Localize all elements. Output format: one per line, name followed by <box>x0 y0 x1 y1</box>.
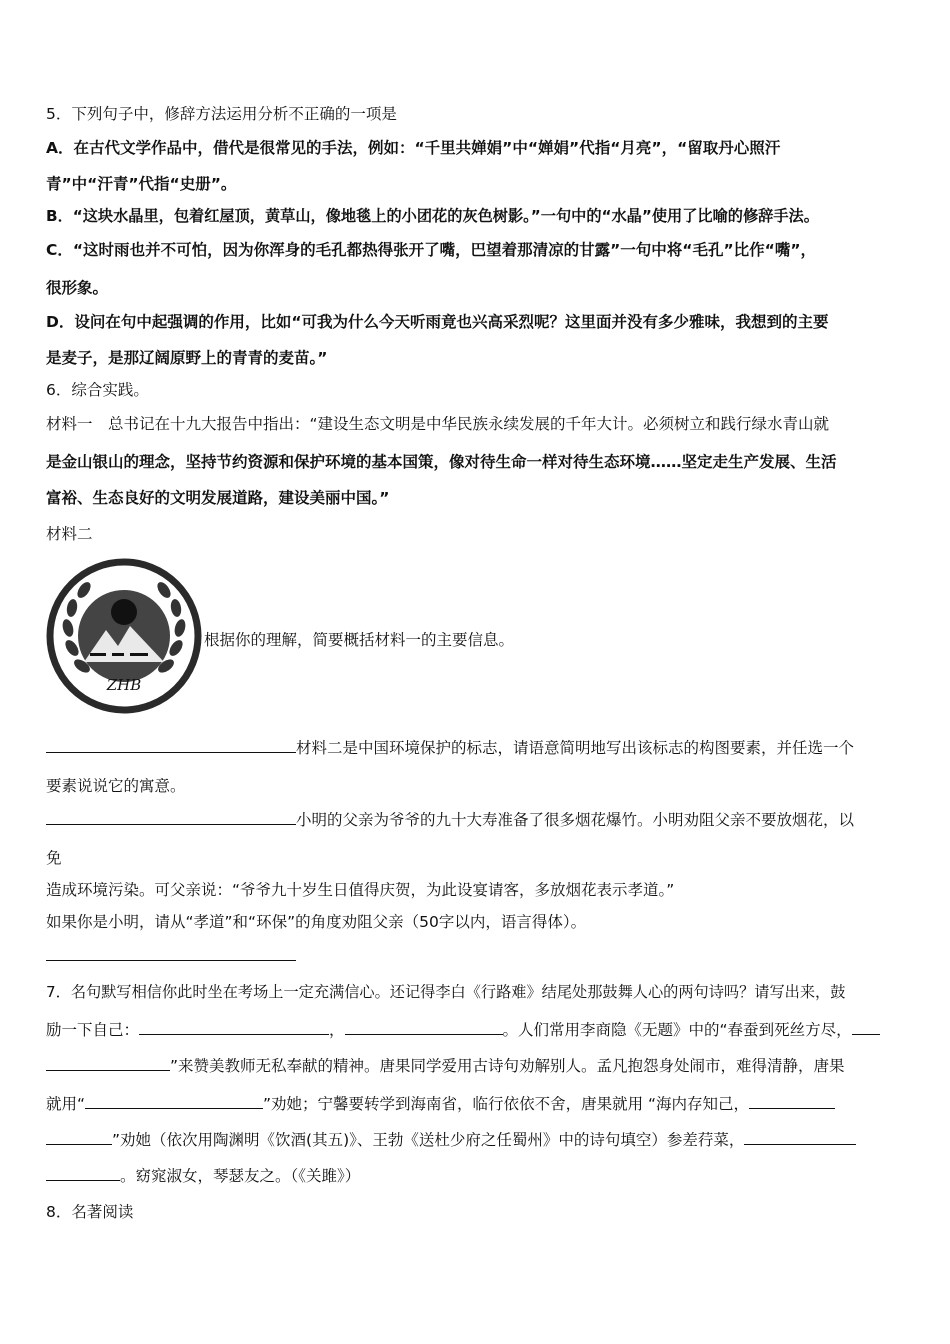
environmental-protection-logo <box>46 558 202 714</box>
answer-blank[interactable] <box>852 1020 880 1035</box>
q5-option-d-line2: 是麦子，是那辽阔原野上的青青的麦苗。” <box>46 349 328 367</box>
q6-material1-line3: 富裕、生态良好的文明发展道路，建设美丽中国。” <box>46 489 390 507</box>
logo-text: ZHB <box>106 676 142 694</box>
q6-task1: 根据你的理解，简要概括材料一的主要信息。 <box>204 631 515 649</box>
q6-task2-line1: 材料二是中国环境保护的标志，请语意简明地写出该标志的构图要素，并任选一个 <box>46 738 854 758</box>
q6-task3-line1: 小明的父亲为爷爷的九十大寿准备了很多烟花爆竹。小明劝阻父亲不要放烟花，以 <box>46 810 854 830</box>
answer-blank[interactable] <box>46 1166 120 1181</box>
q5-option-d-line1: D．设问在句中起强调的作用，比如“可我为什么今天听雨竟也兴高采烈呢？这里面并没有多少雅味，我想到的主要 <box>46 313 829 331</box>
answer-blank[interactable] <box>139 1020 329 1035</box>
q6-material1-line1: 材料一 总书记在十九大报告中指出：“建设生态文明是中华民族永续发展的千年大计。必须树立和践行绿水青山就 <box>46 415 830 433</box>
answer-blank[interactable] <box>744 1130 856 1145</box>
q6-task3-line2: 免 <box>46 849 62 867</box>
q8-stem: 8．名著阅读 <box>46 1203 134 1221</box>
q7-line5: ”劝她（依次用陶渊明《饮酒(其五)》、王勃《送杜少府之任蜀州》中的诗句填空）参差荇菜， <box>46 1130 856 1150</box>
q7-line6: 。窈窕淑女，琴瑟友之。（《关雎》） <box>46 1166 360 1186</box>
q5-option-a-line2: 青”中“汗青”代指“史册”。 <box>46 175 237 193</box>
q7-line1: 7．名句默写相信你此时坐在考场上一定充满信心。还记得李白《行路难》结尾处那鼓舞人心的两句诗吗？请写出来，鼓 <box>46 983 846 1001</box>
answer-blank[interactable] <box>345 1020 503 1035</box>
answer-blank[interactable] <box>85 1094 263 1109</box>
q5-option-a-line1: A．在古代文学作品中，借代是很常见的手法，例如：“千里共婵娟”中“婵娟”代指“月亮”，“留取丹心照汗 <box>46 139 781 157</box>
answer-blank[interactable] <box>46 1056 170 1071</box>
q6-stem: 6．综合实践。 <box>46 381 149 399</box>
q7-line4: 就用“ ”劝她；宁馨要转学到海南省，临行依依不舍，唐果就用 “海内存知己， <box>46 1094 835 1114</box>
q6-material2-label: 材料二 <box>46 525 93 543</box>
answer-blank[interactable] <box>46 1130 112 1145</box>
q7-line3: ”来赞美教师无私奉献的精神。唐果同学爱用古诗句劝解别人。孟凡抱怨身处闹市，难得清静，唐果 <box>46 1056 845 1076</box>
q5-option-c-line1: C．“这时雨也并不可怕，因为你浑身的毛孔都热得张开了嘴，巴望着那清凉的甘露”一句中将“毛孔”比作“嘴”， <box>46 241 817 259</box>
q6-task3-answer-line <box>46 946 296 966</box>
q6-material1-line2: 是金山银山的理念，坚持节约资源和保护环境的基本国策，像对待生命一样对待生态环境……坚定走生产发展、生活 <box>46 453 837 471</box>
q5-stem: 5．下列句子中，修辞方法运用分析不正确的一项是 <box>46 105 397 123</box>
q6-task2-line2: 要素说说它的寓意。 <box>46 777 186 795</box>
answer-blank[interactable] <box>46 738 296 753</box>
q5-option-c-line2: 很形象。 <box>46 279 109 297</box>
q5-option-b: B．“这块水晶里，包着红屋顶，黄草山，像地毯上的小团花的灰色树影。”一句中的“水晶”使用了比喻的修辞手法。 <box>46 207 819 225</box>
q7-line2: 励一下自己： ， 。人们常用李商隐《无题》中的“春蚕到死丝方尽， <box>46 1020 880 1040</box>
answer-blank[interactable] <box>46 810 296 825</box>
answer-blank[interactable] <box>46 946 296 961</box>
q6-task3-line3: 造成环境污染。可父亲说：“爷爷九十岁生日值得庆贺，为此设宴请客，多放烟花表示孝道。” <box>46 881 675 899</box>
q6-task3-line4: 如果你是小明，请从“孝道”和“环保”的角度劝阻父亲（50字以内，语言得体）。 <box>46 913 587 931</box>
answer-blank[interactable] <box>749 1094 835 1109</box>
